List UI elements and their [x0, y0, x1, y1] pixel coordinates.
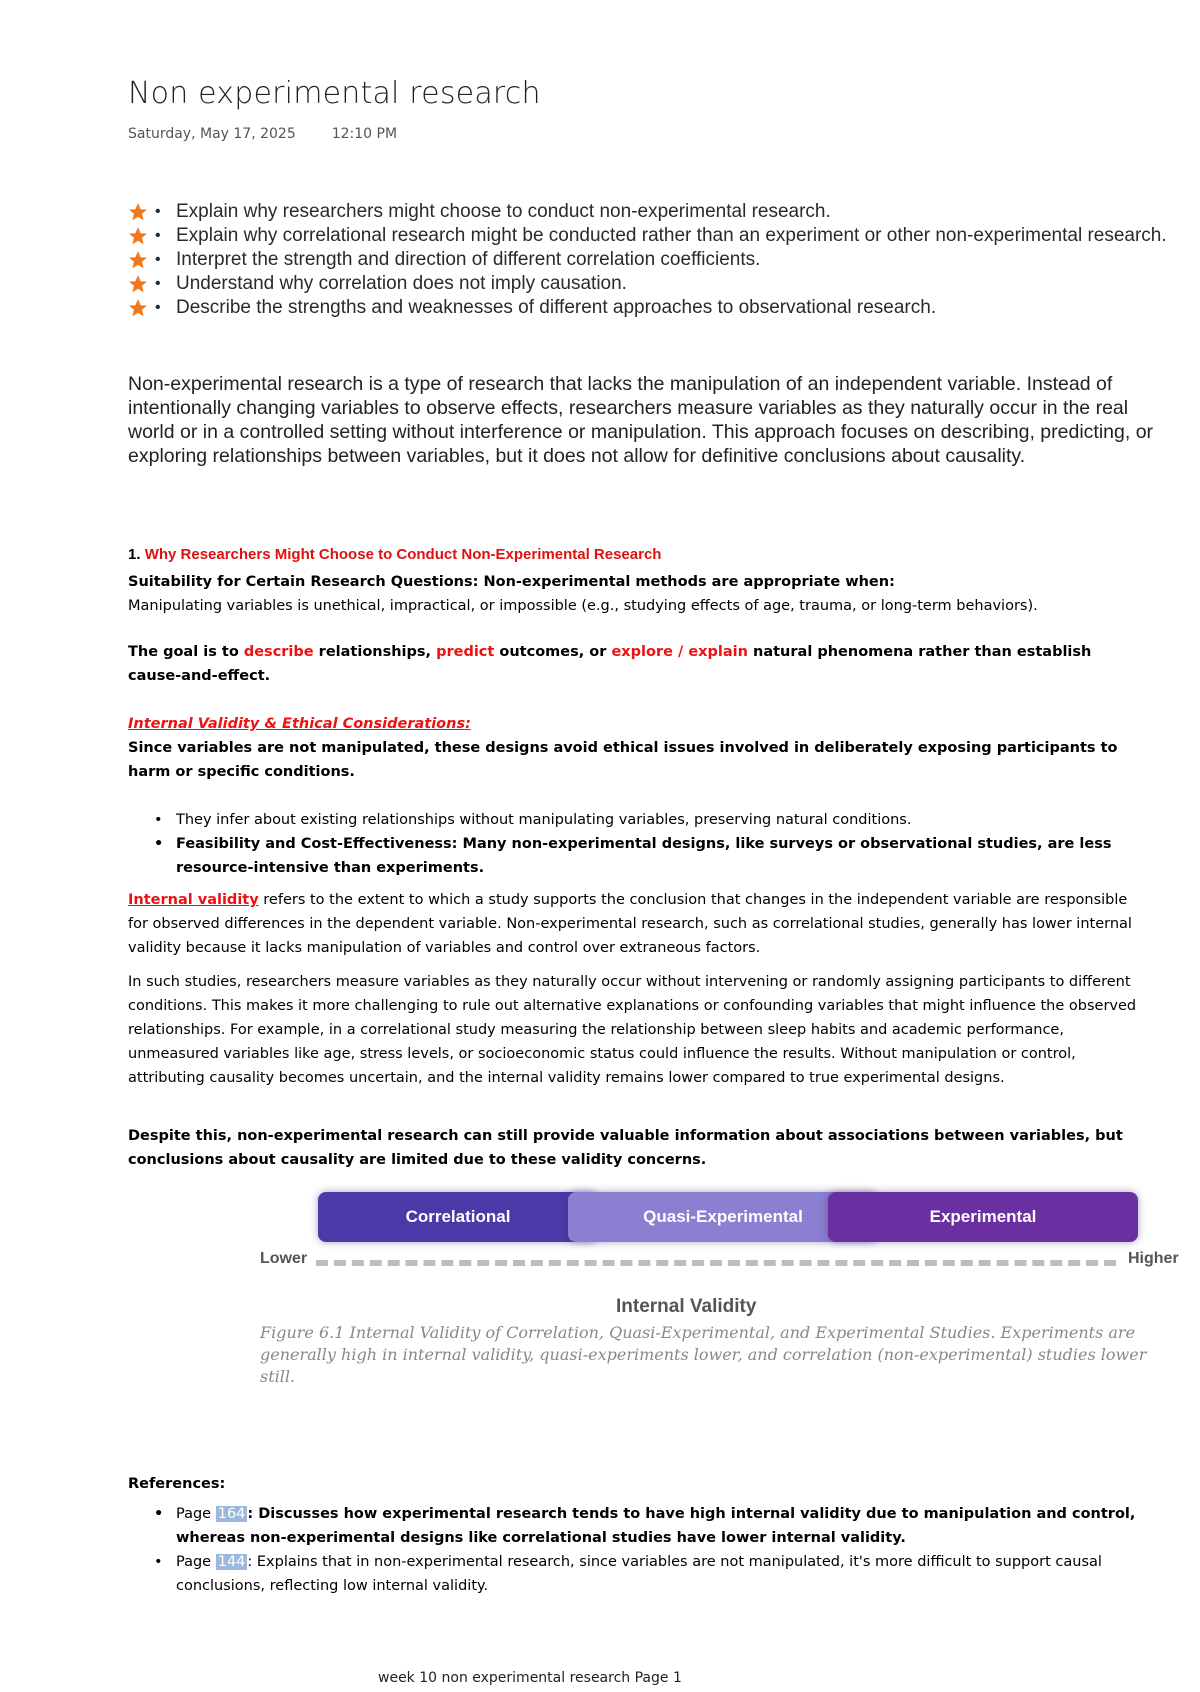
axis-lower-label: Lower	[260, 1250, 308, 1267]
reference-item	[128, 1550, 1148, 1598]
references-heading: References:	[128, 1476, 226, 1492]
objective-text: Understand why correlation does not imply causation.	[176, 273, 627, 294]
goal-part: relationships,	[313, 644, 437, 660]
objective-text: Interpret the strength and direction of different correlation coefficients.	[176, 249, 761, 270]
objective-item	[128, 248, 1168, 272]
reference-prefix: Page	[176, 1506, 216, 1522]
objective-item	[128, 296, 1168, 320]
band-experimental: Experimental	[828, 1192, 1138, 1242]
star-icon	[128, 202, 148, 222]
objective-item	[128, 224, 1168, 248]
internal-validity-paragraph	[128, 888, 1148, 960]
band-quasi-experimental: Quasi-Experimental	[568, 1192, 878, 1242]
reference-prefix: Page	[176, 1554, 216, 1570]
internal-validity-figure	[128, 1182, 1188, 1392]
objective-text: Describe the strengths and weaknesses of different approaches to observational research.	[176, 297, 937, 318]
objective-text: Explain why researchers might choose to conduct non-experimental research.	[176, 201, 831, 222]
despite-paragraph: Despite this, non-experimental research can still provide valuable information about associations between variables, but conclusions about causality are limited due to these validity concerns.	[128, 1128, 1123, 1168]
bullet-dot: •	[155, 227, 161, 244]
bullet-dot: •	[155, 299, 161, 316]
star-icon	[128, 298, 148, 318]
section-title: Why Researchers Might Choose to Conduct Non-Experimental Research	[144, 546, 662, 563]
page-meta	[128, 126, 397, 142]
axis-title: Internal Validity	[616, 1296, 757, 1317]
goal-paragraph	[128, 640, 1148, 688]
reference-text: : Discusses how experimental research tends to have high internal validity due to manipulation and control, whereas non-experimental designs like correlational studies have lower internal validity.	[176, 1506, 1136, 1546]
section-1-heading	[128, 546, 661, 563]
page-date: Saturday, May 17, 2025	[128, 126, 296, 142]
star-icon	[128, 226, 148, 246]
star-icon	[128, 250, 148, 270]
page-time: 12:10 PM	[331, 126, 398, 142]
manipulating-line: Manipulating variables is unethical, impractical, or impossible (e.g., studying effects of age, trauma, or long-term behaviors).	[128, 598, 1038, 614]
goal-part: outcomes, or	[494, 644, 612, 660]
ivec-text: Since variables are not manipulated, these designs avoid ethical issues involved in deliberately exposing participants to harm or specific conditions.	[128, 740, 1118, 780]
goal-keyword: predict	[436, 644, 495, 660]
figure-caption: Figure 6.1 Internal Validity of Correlation, Quasi-Experimental, and Experimental Studies. Experiments are generally high in internal validity, quasi-experiments lower, and correlation (non-experimental) studies lower still.	[260, 1323, 1147, 1386]
goal-keyword: describe	[243, 644, 314, 660]
ivec-heading: Internal Validity & Ethical Considerations:	[128, 716, 471, 732]
internal-validity-term: Internal validity	[128, 892, 259, 908]
ivec-bullets	[128, 808, 1148, 880]
bullet-dot: •	[155, 251, 161, 268]
objective-item	[128, 272, 1168, 296]
axis-higher-label: Higher	[1128, 1250, 1179, 1267]
such-studies-paragraph: In such studies, researchers measure variables as they naturally occur without intervening or randomly assigning participants to different conditions. This makes it more challenging to rule out alternative explanations or confounding variables that might influence the observed relationships. For example, in a correlational study measuring the relationship between sleep habits and academic performance, unmeasured variables like age, stress levels, or socioeconomic status could influence the results. Without manipulation or control, attributing causality becomes uncertain, and the internal validity remains lower compared to true experimental designs.	[128, 974, 1137, 1086]
objectives-list	[128, 200, 1168, 320]
reference-page: 144	[217, 1554, 246, 1570]
page-title: Non experimental research	[128, 76, 541, 111]
internal-validity-definition: refers to the extent to which a study supports the conclusion that changes in the independent variable are responsible for observed differences in the dependent variable. Non-experimental research, such as correlational studies, generally has lower internal validity because it lacks manipulation of variables and control over extraneous factors.	[128, 892, 1132, 956]
intro-paragraph: Non-experimental research is a type of research that lacks the manipulation of an independent variable. Instead of intentionally changing variables to observe effects, researchers measure variables as they naturally occur in the real world or in a controlled setting without interference or manipulation. This approach focuses on describing, predicting, or exploring relationships between variables, but it does not allow for definitive conclusions about causality.	[128, 373, 1154, 467]
suitability-line: Suitability for Certain Research Questions: Non-experimental methods are appropriate when:	[128, 574, 895, 590]
reference-item	[128, 1502, 1148, 1550]
goal-keyword: explore / explain	[611, 644, 748, 660]
goal-part: The goal is to	[128, 644, 244, 660]
reference-page: 164	[217, 1506, 246, 1522]
objective-text: Explain why correlational research might be conducted rather than an experiment or other non-experimental research.	[176, 225, 1167, 246]
page-footer: week 10 non experimental research Page 1	[378, 1670, 682, 1686]
list-item: • They infer about existing relationships without manipulating variables, preserving natural conditions.	[128, 808, 1148, 832]
objective-item	[128, 200, 1168, 224]
validity-axis-line	[316, 1260, 1116, 1266]
list-item: • Feasibility and Cost-Effectiveness: Many non-experimental designs, like surveys or observational studies, are less resource-intensive than experiments.	[128, 832, 1148, 880]
star-icon	[128, 274, 148, 294]
band-correlational: Correlational	[318, 1192, 598, 1242]
section-number: 1.	[128, 546, 141, 563]
bullet-dot: •	[155, 203, 161, 220]
references-list	[128, 1502, 1148, 1598]
reference-text: : Explains that in non-experimental research, since variables are not manipulated, it's more difficult to support causal conclusions, reflecting low internal validity.	[176, 1554, 1102, 1594]
bullet-dot: •	[155, 275, 161, 292]
goal-part: natural phenomena rather than establish cause-and-effect.	[128, 644, 1092, 684]
